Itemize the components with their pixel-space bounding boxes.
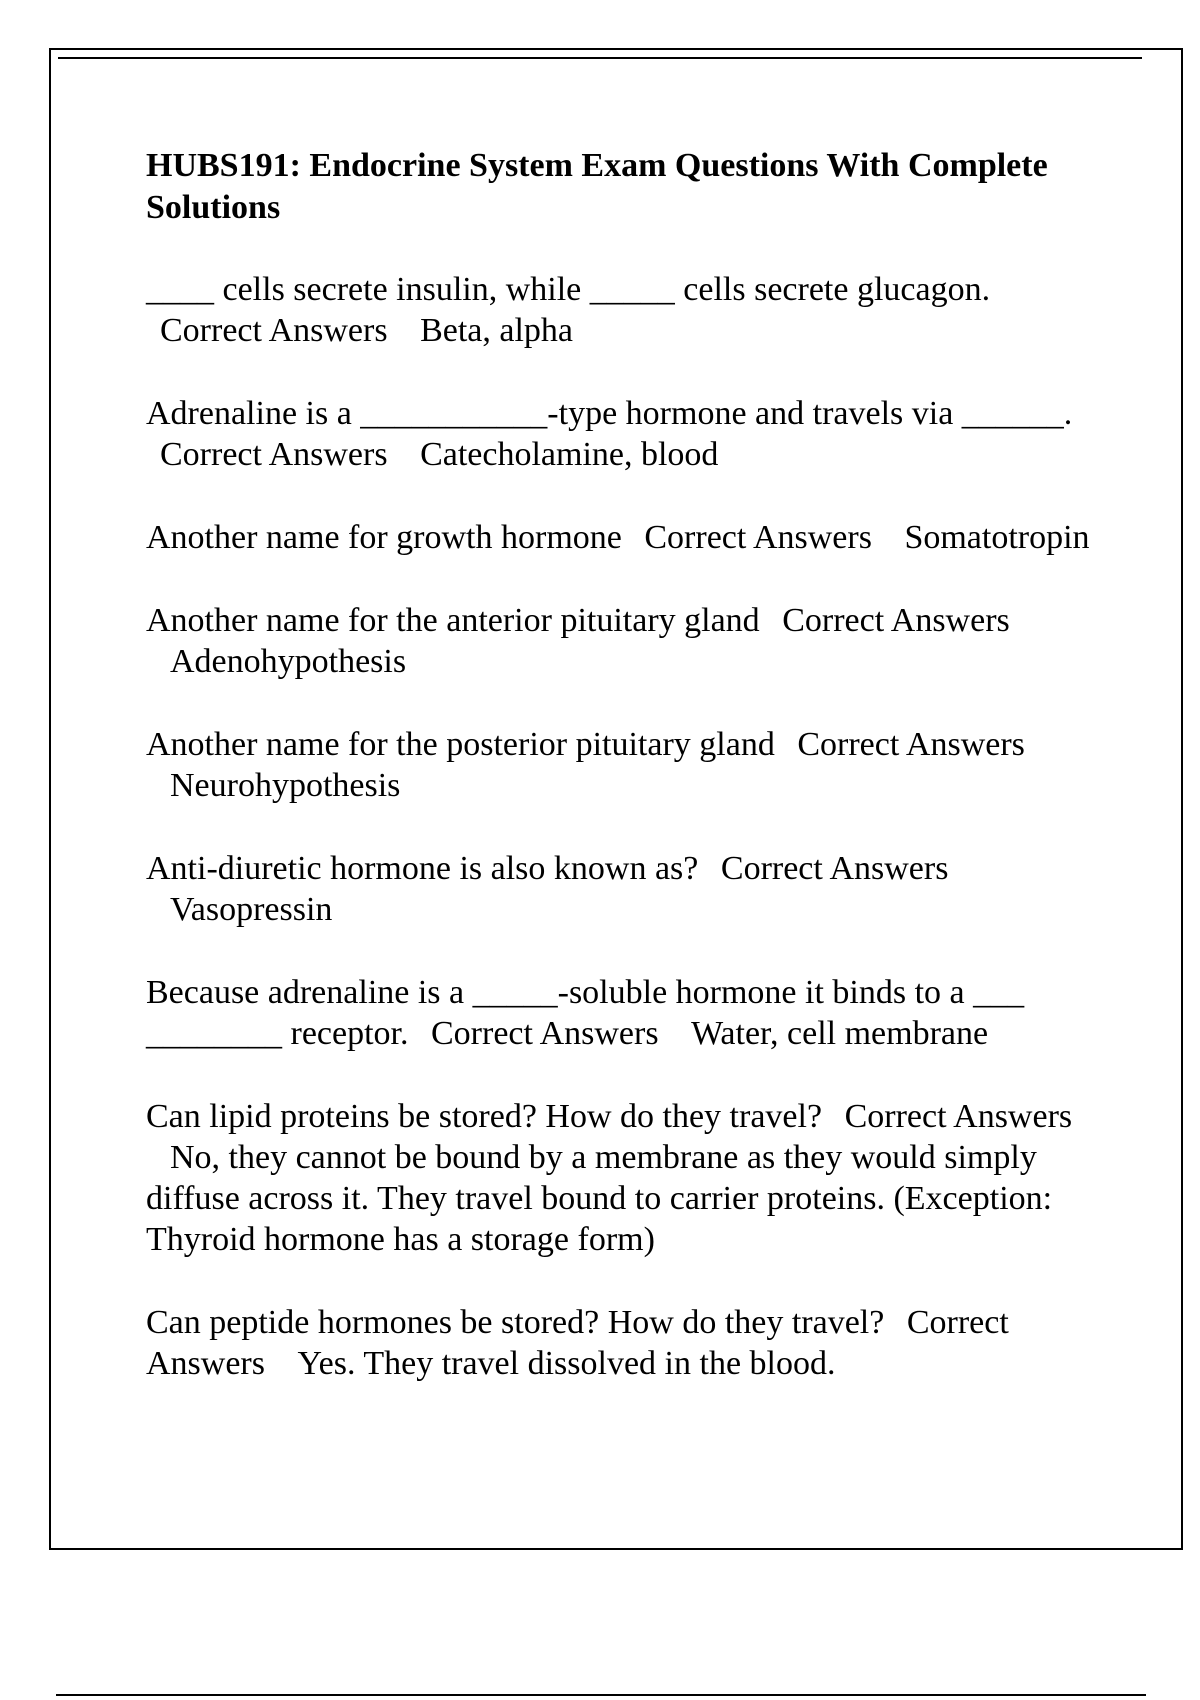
question-text: ____ cells secrete insulin, while _____ cells secrete glucagon. bbox=[146, 271, 991, 308]
answer-text: Adenohypothesis bbox=[170, 643, 407, 680]
question-text: Because adrenaline is a _____-soluble hormone it binds to a ___ ________ receptor. bbox=[146, 974, 1025, 1052]
answer-label: Correct Answers bbox=[431, 1015, 659, 1052]
document-body bbox=[146, 145, 1106, 1426]
qa-item bbox=[146, 269, 1106, 351]
question-text: Another name for the posterior pituitary gland bbox=[146, 726, 775, 763]
document-title: HUBS191: Endocrine System Exam Questions With Complete Solutions bbox=[146, 147, 1048, 226]
answer-label: Correct Answers bbox=[644, 519, 872, 556]
answer-label: Correct Answers bbox=[797, 726, 1025, 763]
question-text: Can lipid proteins be stored? How do they travel? bbox=[146, 1098, 823, 1135]
answer-label: Correct Answers bbox=[160, 312, 388, 349]
qa-item bbox=[146, 517, 1106, 558]
qa-item bbox=[146, 972, 1106, 1054]
answer-text: No, they cannot be bound by a membrane as they would simply diffuse across it. They travel bound to carrier proteins. (Exception: Thyroid hormone has a storage form) bbox=[146, 1139, 1053, 1258]
qa-item bbox=[146, 1302, 1106, 1384]
qa-item bbox=[146, 1096, 1106, 1260]
question-text: Adrenaline is a ___________-type hormone and travels via ______. bbox=[146, 395, 1073, 432]
header-rule bbox=[58, 57, 1142, 59]
answer-text: Yes. They travel dissolved in the blood. bbox=[297, 1345, 836, 1382]
qa-item bbox=[146, 393, 1106, 475]
answer-label: Correct Answers bbox=[146, 1304, 1009, 1382]
question-text: Another name for growth hormone bbox=[146, 519, 622, 556]
answer-label: Correct Answers bbox=[844, 1098, 1073, 1135]
question-text: Can peptide hormones be stored? How do they travel? bbox=[146, 1304, 885, 1341]
qa-item bbox=[146, 724, 1106, 806]
answer-label: Correct Answers bbox=[720, 850, 949, 887]
answer-text: Vasopressin bbox=[170, 891, 333, 928]
question-text: Another name for the anterior pituitary gland bbox=[146, 602, 760, 639]
qa-item bbox=[146, 600, 1106, 682]
answer-text: Neurohypothesis bbox=[170, 767, 401, 804]
answer-text: Beta, alpha bbox=[420, 312, 573, 349]
answer-text: Somatotropin bbox=[904, 519, 1090, 556]
answer-text: Water, cell membrane bbox=[691, 1015, 989, 1052]
answer-label: Correct Answers bbox=[782, 602, 1010, 639]
qa-item bbox=[146, 848, 1106, 930]
question-text: Anti-diuretic hormone is also known as? bbox=[146, 850, 699, 887]
answer-label: Correct Answers bbox=[160, 436, 388, 473]
footer-rule bbox=[56, 1694, 1146, 1696]
answer-text: Catecholamine, blood bbox=[420, 436, 719, 473]
